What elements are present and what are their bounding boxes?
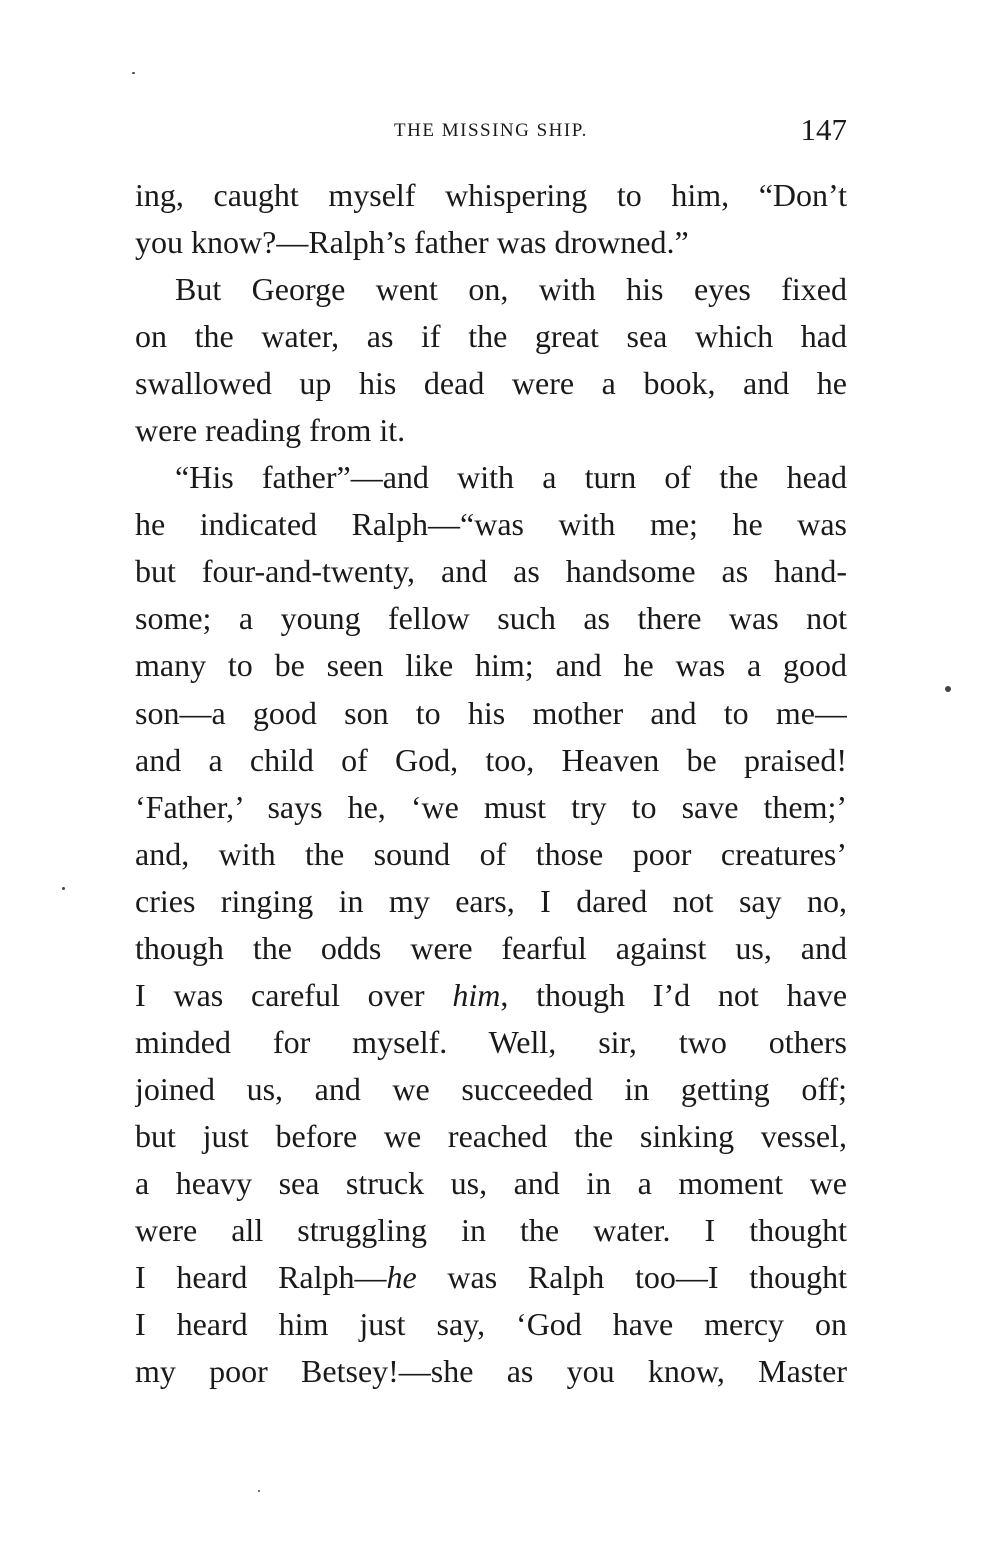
line-text: I heard Ralph—	[135, 1259, 387, 1296]
text-line: a heavy sea struck us, and in a moment we	[135, 1164, 847, 1201]
scan-speck	[62, 887, 65, 890]
text-line: ing, caught myself whispering to him, “Don’t	[135, 177, 847, 213]
text-line: But George went on, with his eyes fixed	[175, 271, 847, 308]
text-line: minded for myself. Well, sir, two others	[135, 1023, 847, 1060]
scan-speck	[945, 686, 951, 692]
running-title: THE MISSING SHIP.	[394, 120, 588, 141]
text-line	[135, 972, 847, 1019]
text-line: son—a good son to his mother and to me—	[135, 694, 847, 731]
text-line: and a child of God, too, Heaven be praised!	[135, 741, 847, 778]
line-text: I was careful over	[135, 976, 425, 1013]
text-line: joined us, and we succeeded in getting off;	[135, 1070, 847, 1107]
text-line: ‘Father,’ says he, ‘we must try to save them;’	[135, 788, 847, 825]
body-text	[135, 172, 847, 1395]
text-line: you know?—Ralph’s father was drowned.”	[135, 224, 689, 261]
text-line: but four-and-twenty, and as handsome as hand-	[135, 553, 847, 590]
text-line: were all struggling in the water. I thought	[135, 1212, 847, 1249]
text-line: but just before we reached the sinking vessel,	[135, 1117, 847, 1154]
page-header	[135, 112, 847, 152]
line-text: , though I’d not have	[500, 976, 847, 1013]
text-line: many to be seen like him; and he was a good	[135, 647, 847, 684]
text-line: swallowed up his dead were a book, and he	[135, 365, 847, 402]
scan-speck	[132, 72, 135, 74]
text-line: though the odds were fearful against us, and	[135, 929, 847, 966]
text-line: and, with the sound of those poor creatures’	[135, 835, 847, 872]
text-line	[135, 1254, 847, 1301]
text-line: were reading from it.	[135, 412, 406, 449]
scan-speck	[258, 1490, 260, 1492]
text-line: my poor Betsey!—she as you know, Master	[135, 1353, 847, 1390]
text-line: cries ringing in my ears, I dared not say no,	[135, 882, 847, 919]
text-line: “His father”—and with a turn of the head	[175, 459, 847, 496]
emphasis-text: him	[452, 976, 501, 1013]
emphasis-text: he	[386, 1259, 417, 1296]
text-line: I heard him just say, ‘God have mercy on	[135, 1306, 847, 1343]
text-line: some; a young fellow such as there was not	[135, 600, 847, 637]
text-line: he indicated Ralph—“was with me; he was	[135, 506, 847, 543]
text-line: on the water, as if the great sea which had	[135, 318, 847, 355]
page-number: 147	[800, 112, 847, 147]
line-text: was Ralph too—I thought	[416, 1259, 847, 1296]
